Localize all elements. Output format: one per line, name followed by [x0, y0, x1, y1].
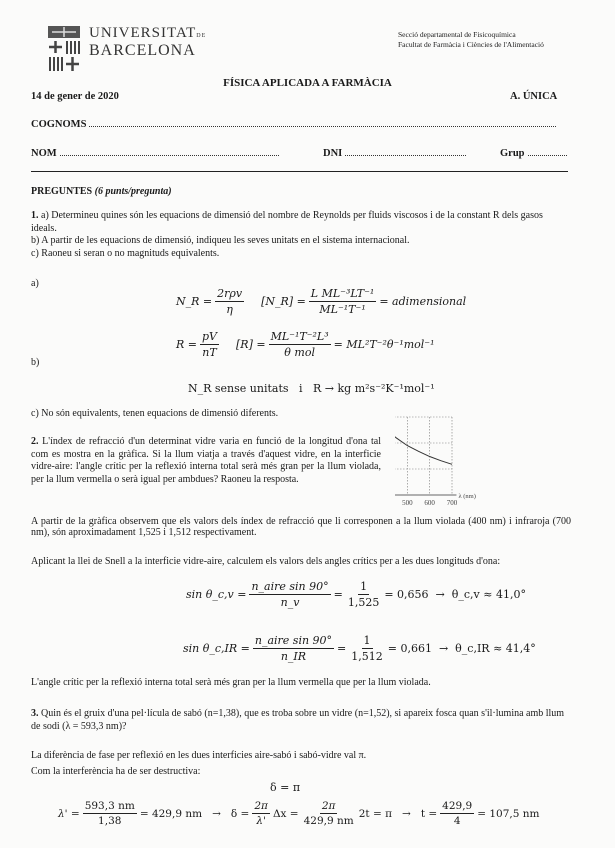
fraction [269, 330, 331, 359]
question-1 [31, 210, 571, 260]
department-info [398, 30, 544, 50]
eq-lhs: N_R = [176, 295, 213, 308]
dni-field[interactable] [323, 148, 466, 159]
answer-b-label: b) [31, 357, 40, 368]
answer-2-text1: A partir de la gràfica observem que els valors dels índex de refracció que li corresponen a la llum violada (400 nm) i infraroja (700 nm), són aproximadament 1,525 i 1,512 respectivament. [31, 516, 571, 538]
numerator: 2π [254, 800, 268, 812]
equals: = [333, 588, 343, 601]
denominator: θ mol [284, 346, 315, 359]
eq-lhs: R = [176, 338, 197, 351]
numerator: 1 [360, 580, 368, 593]
question-2-text: L'índex de refracció d'un determinat vidre varia en funció de la longitud d'ona tal com es mostra en la gràfica. Si la llum viatja a través d'aquest vidre, en la interficie vidre-aire: l'angle crític per la reflexió interna total serà més gran per la llum violada, per la llum vermella o serà igual per ambdues? Raoneu la resposta. [31, 436, 381, 485]
university-name [89, 25, 206, 60]
numerator: n_aire sin 90° [251, 580, 329, 593]
fraction [440, 800, 474, 827]
fraction [349, 634, 385, 663]
header-divider [31, 171, 568, 172]
question-3-text: Quin és el gruix d'una pel·lícula de sabó (n=1,38), que es troba sobre un vidre (n=1,52), si apareix fosca quan s'il·lumina amb llum de sodi (λ = 593,3 nm)? [31, 708, 565, 732]
delta-equation: δ = π [270, 781, 301, 794]
nom-label: NOM [31, 148, 57, 159]
refractive-index-chart [395, 398, 585, 513]
question-3 [31, 708, 576, 733]
denominator: λ' [256, 815, 266, 827]
fraction [249, 580, 330, 609]
eq-lhs: λ' = [58, 807, 80, 820]
fraction [83, 800, 137, 827]
grup-label: Grup [500, 148, 525, 159]
answer-3-text1: La diferència de fase per reflexió en les dues interficies aire-sabó i sabó-vidre val π. [31, 750, 367, 761]
section-title [31, 186, 172, 197]
denominator: n_v [280, 596, 300, 609]
eq-lhs: sin θ_c,v = [186, 588, 247, 601]
eq-rhs: = ML²T⁻²θ⁻¹mol⁻¹ [333, 338, 435, 351]
fraction [346, 580, 382, 609]
denominator: 1,512 [351, 650, 383, 663]
numerator: ML⁻¹T⁻²L³ [270, 330, 329, 343]
department-line2: Facultat de Farmàcia i Ciències de l'Alimentació [398, 40, 544, 49]
x-axis-label: λ (nm) [458, 493, 476, 500]
fraction [309, 287, 377, 316]
question-2 [31, 436, 381, 486]
eq-part: 2t = π → t = [358, 807, 438, 820]
denominator: 1,38 [98, 815, 122, 827]
eq-part: Δx = [272, 807, 299, 820]
denominator: η [226, 303, 233, 316]
critical-angle-violet-equation [186, 580, 526, 609]
university-logo-icon [46, 24, 82, 74]
denominator: 429,9 nm [303, 815, 354, 827]
university-de: DE [196, 33, 207, 39]
section-title-text: PREGUNTES [31, 186, 93, 197]
cognoms-label: COGNOMS [31, 119, 87, 130]
answer-a-label: a) [31, 278, 39, 289]
exam-title: FÍSICA APLICADA A FARMÀCIA [223, 77, 392, 89]
denominator: 4 [453, 815, 461, 827]
question-number: 1. [31, 210, 39, 221]
denominator: ML⁻¹T⁻¹ [319, 303, 366, 316]
fraction [200, 330, 219, 359]
x-tick-label: 700 [446, 499, 458, 507]
numerator: 2rρv [217, 287, 243, 300]
numerator: 593,3 nm [84, 800, 135, 812]
eq-dim-lhs: [R] = [236, 338, 266, 351]
eq-dim-lhs: [N_R] = [261, 295, 306, 308]
university-line2: BARCELONA [89, 42, 196, 59]
reynolds-equation [176, 287, 466, 316]
answer-3-text2: Com la interferència ha de ser destructiva: [31, 766, 201, 777]
denominator: nT [202, 346, 217, 359]
numerator: 429,9 [442, 800, 473, 812]
section-points: (6 punts/pregunta) [94, 186, 172, 197]
fraction [253, 634, 334, 663]
denominator: 1,525 [347, 596, 380, 609]
denominator: n_IR [280, 650, 307, 663]
answer-c: c) No són equivalents, tenen equacions de dimensió diferents. [31, 408, 279, 419]
eq-rhs: = 0,656 → θ_c,v ≈ 41,0° [384, 588, 526, 601]
nom-field[interactable] [31, 148, 279, 159]
grup-field[interactable] [500, 148, 567, 159]
numerator: 2π [321, 800, 336, 812]
numerator: L ML⁻³LT⁻¹ [310, 287, 375, 300]
fraction [215, 287, 244, 316]
x-tick-label: 600 [424, 499, 435, 507]
eq-part: = 107,5 nm [477, 807, 540, 820]
question-1b: b) A partir de les equacions de dimensió, indiqueu les seves unitats en el sistema internacional. [31, 235, 410, 246]
cognoms-field[interactable] [31, 119, 556, 130]
thickness-equation [58, 800, 540, 827]
question-1c: c) Raoneu si seran o no magnituds equivalents. [31, 247, 220, 259]
units-answer: N_R sense unitats i R → kg m²s⁻²K⁻¹mol⁻¹ [188, 382, 435, 395]
department-line1: Secció departamental de Fisicoquímica [398, 30, 516, 39]
university-line1: UNIVERSITAT [89, 25, 197, 41]
numerator: 1 [363, 634, 371, 647]
question-number: 2. [31, 436, 39, 447]
answer-2-text2: Aplicant la llei de Snell a la interficie vidre-aire, calculem els valors dels angles crítics per a les dues longituds d'ona: [31, 556, 501, 567]
equals: = [337, 642, 347, 655]
fraction [252, 800, 270, 827]
question-1a: a) Determineu quines són les equacions de dimensió del nombre de Reynolds per fluids viscosos i de la constant R dels gasos ideals. [31, 210, 543, 234]
eq-lhs: sin θ_c,IR = [183, 642, 250, 655]
numerator: n_aire sin 90° [254, 634, 333, 647]
gas-constant-equation [176, 330, 435, 359]
answer-2-conclusion: L'angle crític per la reflexió interna total serà més gran per la llum vermella que per la llum violada. [31, 677, 431, 688]
eq-rhs: = 0,661 → θ_c,IR ≈ 41,4° [387, 642, 536, 655]
fraction [302, 800, 356, 827]
numerator: pV [202, 330, 217, 343]
eq-part: = 429,9 nm → δ = [139, 807, 250, 820]
question-number: 3. [31, 708, 39, 719]
eq-rhs: = adimensional [379, 295, 467, 308]
group-type: A. ÚNICA [510, 91, 558, 102]
x-tick-label: 500 [402, 499, 413, 507]
critical-angle-ir-equation [183, 634, 536, 663]
refractive-index-curve [395, 429, 452, 465]
dni-label: DNI [323, 148, 343, 159]
exam-date: 14 de gener de 2020 [31, 91, 119, 102]
